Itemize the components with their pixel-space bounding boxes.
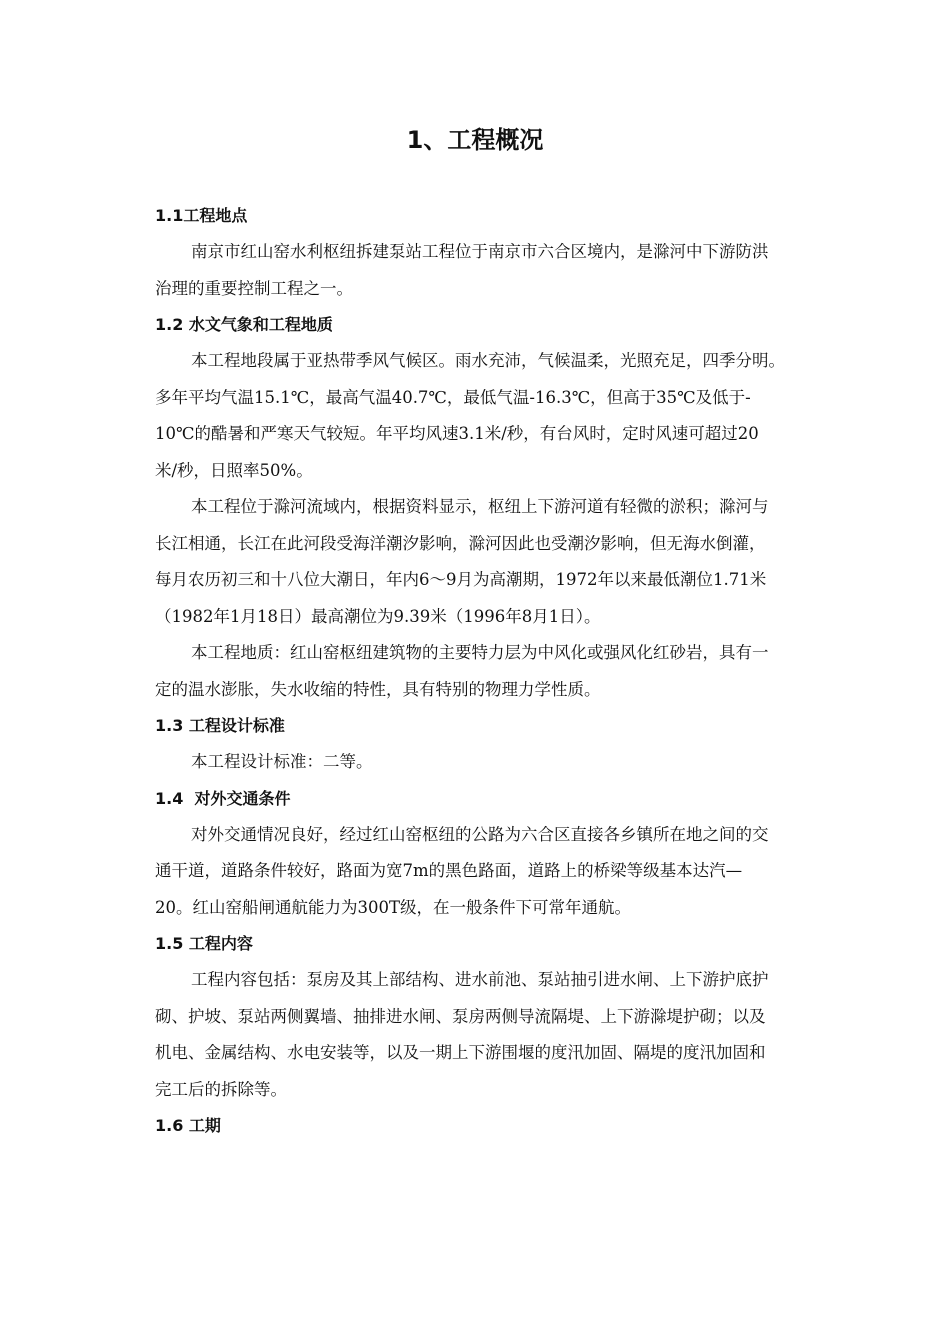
section-1-2 bbox=[155, 307, 875, 708]
section-1-4 bbox=[155, 781, 875, 927]
section-heading: 1.4 对外交通条件 bbox=[155, 788, 291, 808]
paragraph bbox=[155, 489, 875, 635]
text-line: 每月农历初三和十八位大潮日，年内6～9月为高潮期，1972年以来最低潮位1.71米 bbox=[155, 570, 767, 589]
text-line: 机电、金属结构、水电安装等，以及一期上下游围堰的度汛加固、隔堤的度汛加固和 bbox=[155, 1043, 766, 1062]
paragraph bbox=[155, 343, 875, 489]
text-line: 长江相通，长江在此河段受海洋潮汐影响，滁河因此也受潮汐影响，但无海水倒灌， bbox=[155, 533, 766, 553]
section-heading: 1.2 水文气象和工程地质 bbox=[155, 315, 333, 334]
text-line: 通干道，道路条件较好，路面为宽7m的黑色路面，道路上的桥梁等级基本达汽— bbox=[155, 861, 743, 880]
text-line: 本工程地质：红山窑枢纽建筑物的主要特力层为中风化或强风化红砂岩，具有一 bbox=[191, 643, 769, 662]
text-line: （1982年1月18日）最高潮位为9.39米（1996年8月1日）。 bbox=[155, 606, 601, 626]
text-line: 工程内容包括：泵房及其上部结构、进水前池、泵站抽引进水闸、上下游护底护 bbox=[191, 970, 769, 989]
text-line: 本工程设计标准：二等。 bbox=[191, 752, 373, 771]
section-heading: 1.6 工期 bbox=[155, 1116, 221, 1135]
paragraph bbox=[155, 234, 875, 307]
text-line: 完工后的拆除等。 bbox=[155, 1079, 287, 1099]
text-line: 对外交通情况良好，经过红山窑枢纽的公路为六合区直接各乡镇所在地之间的交 bbox=[191, 824, 769, 844]
text-line: 20。红山窑船闸通航能力为300T级，在一般条件下可常年通航。 bbox=[155, 897, 631, 917]
paragraph bbox=[155, 817, 875, 927]
section-heading: 1.3 工程设计标准 bbox=[155, 716, 285, 735]
document-body bbox=[155, 198, 875, 1144]
text-line: 南京市红山窑水利枢纽拆建泵站工程位于南京市六合区境内，是滁河中下游防洪 bbox=[191, 242, 769, 261]
text-line: 10℃的酷暑和严寒天气较短。年平均风速3.1米/秒，有台风时，定时风速可超过20 bbox=[155, 424, 759, 443]
text-line: 治理的重要控制工程之一。 bbox=[155, 278, 353, 298]
text-line: 本工程位于滁河流域内，根据资料显示，枢纽上下游河道有轻微的淤积；滁河与 bbox=[191, 497, 769, 516]
text-line: 定的温水澎胀，失水收缩的特性，具有特别的物理力学性质。 bbox=[155, 679, 601, 699]
text-line: 砌、护坡、泵站两侧翼墙、抽排进水闸、泵房两侧导流隔堤、上下游滁堤护砌；以及 bbox=[155, 1006, 766, 1026]
page-title: 1、工程概况 bbox=[406, 126, 544, 154]
paragraph bbox=[155, 962, 875, 1108]
section-1-5 bbox=[155, 926, 875, 1108]
paragraph bbox=[155, 635, 875, 708]
section-1-1 bbox=[155, 198, 875, 307]
section-1-3 bbox=[155, 708, 875, 781]
section-1-6 bbox=[155, 1108, 875, 1144]
paragraph bbox=[155, 744, 875, 781]
text-line: 多年平均气温15.1℃，最高气温40.7℃，最低气温-16.3℃，但高于35℃及低于- bbox=[155, 387, 751, 407]
text-line: 米/秒，日照率50%。 bbox=[155, 460, 313, 480]
section-heading: 1.5 工程内容 bbox=[155, 934, 253, 953]
text-line: 本工程地段属于亚热带季风气候区。雨水充沛，气候温柔，光照充足，四季分明。 bbox=[191, 351, 785, 370]
section-heading: 1.1工程地点 bbox=[155, 206, 248, 225]
